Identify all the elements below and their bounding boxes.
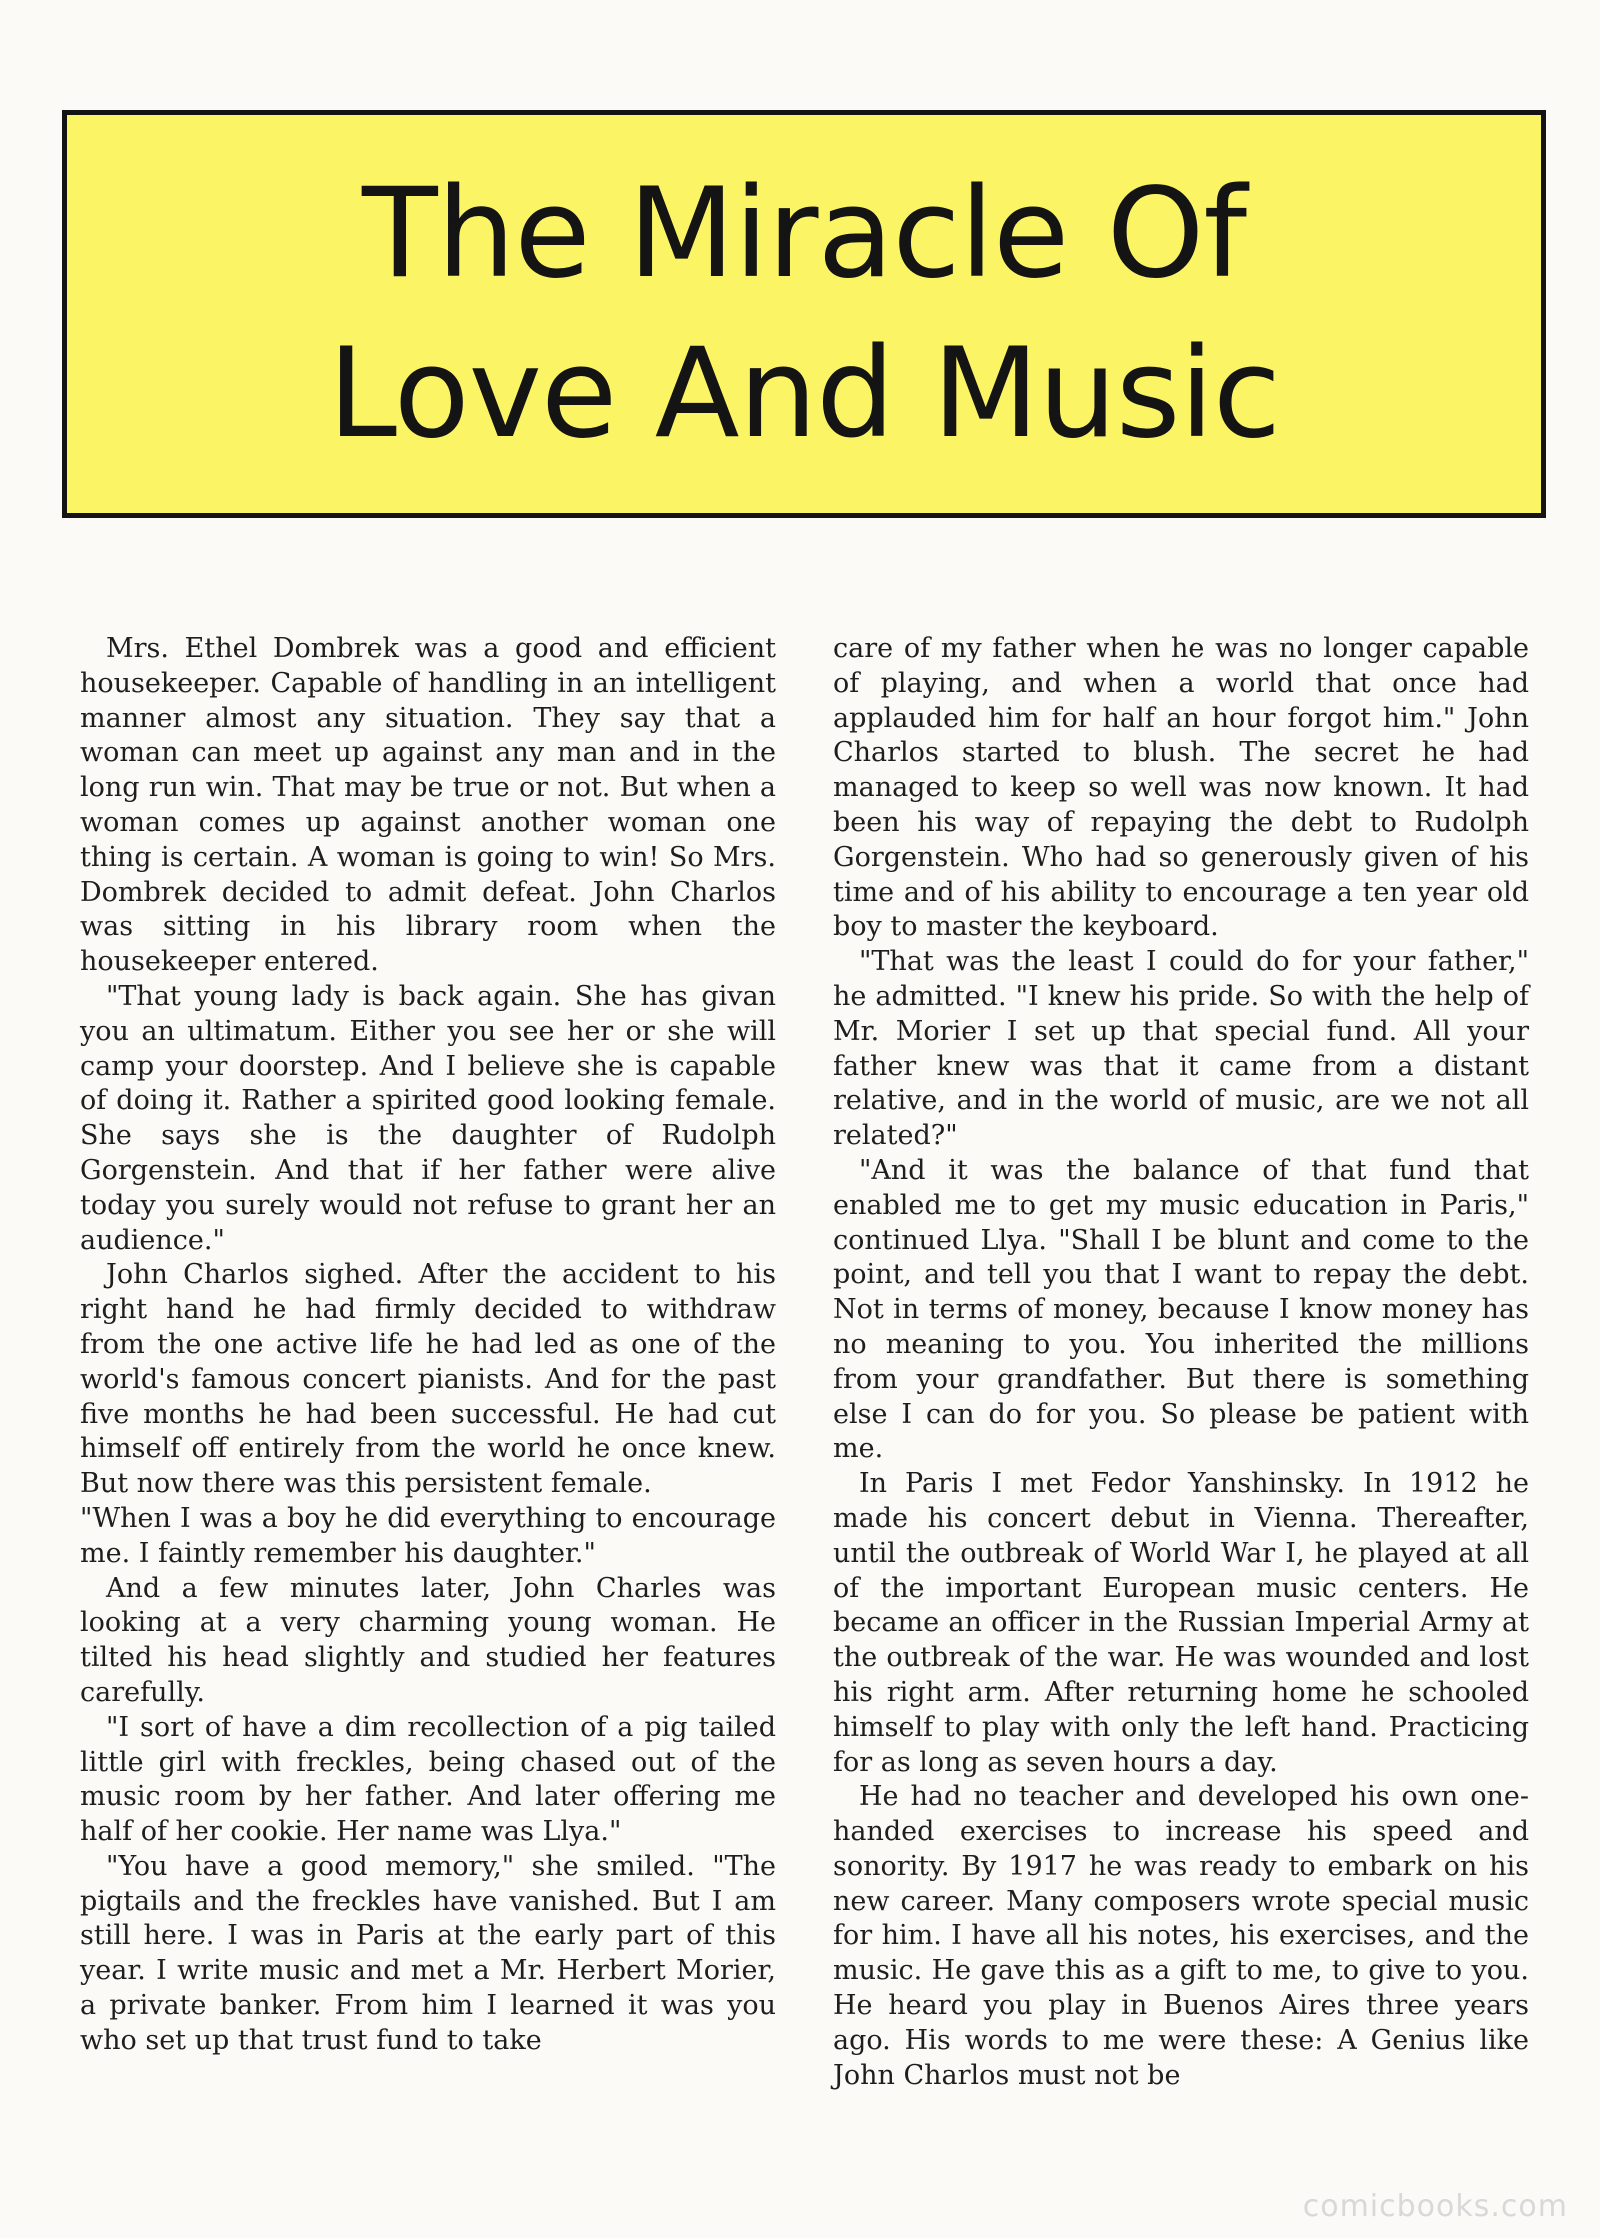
paragraph: He had no teacher and developed his own one-handed exercises to increase his speed and sonority. By 1917 he was ready to embark on his new career. Many composers wrote special music for him. I have all his notes, his exercises, and the music. He gave this as a gift to me, to give to you. He heard you play in Buenos Aires three years ago. His words to me were these: A Genius like John Charlos must not be bbox=[833, 1781, 1529, 2091]
paragraph: "When I was a boy he did everything to encourage me. I faintly remember his daughter." bbox=[80, 1502, 776, 1569]
left-column bbox=[80, 632, 776, 2059]
watermark: comicbooks.com bbox=[1302, 2189, 1568, 2224]
paragraph: "That young lady is back again. She has givan you an ultimatum. Either you see her or she will camp your doorstep. And I believe she is capable of doing it. Rather a spirited good looking female. She says she is the daughter of Rudolph Gorgenstein. And that if her father were alive today you surely would not refuse to grant her an audience." bbox=[80, 980, 776, 1256]
paragraph: And a few minutes later, John Charles was looking at a very charming young woman. He tilted his head slightly and studied her features carefully. bbox=[80, 1572, 776, 1708]
title-line-1: The Miracle Of bbox=[361, 162, 1247, 306]
title-banner bbox=[62, 110, 1546, 518]
paragraph: Mrs. Ethel Dombrek was a good and efficient housekeeper. Capable of handling in an intelligent manner almost any situation. They say that a woman can meet up against any man and in the long run win. That may be true or not. But when a woman comes up against another woman one thing is certain. A woman is going to win! So Mrs. Dombrek decided to admit defeat. John Charlos was sitting in his library room when the housekeeper entered. bbox=[80, 633, 776, 978]
paragraph: John Charlos sighed. After the accident to his right hand he had firmly decided to withdraw from the one active life he had led as one of the world's famous concert pianists. And for the past five months he had been successful. He had cut himself off entirely from the world he once knew. But now there was this persistent female. bbox=[80, 1259, 776, 1500]
paragraph: care of my father when he was no longer capable of playing, and when a world that once had applauded him for half an hour forgot him." John Charlos started to blush. The secret he had managed to keep so well was now known. It had been his way of repaying the debt to Rudolph Gorgenstein. Who had so generously given of his time and of his ability to encourage a ten year old boy to master the keyboard. bbox=[833, 633, 1529, 943]
paragraph: "And it was the balance of that fund that enabled me to get my music education in Paris," continued Llya. "Shall I be blunt and come to the point, and tell you that I want to repay the debt. Not in terms of money, because I know money has no meaning to you. You inherited the millions from your grandfather. But there is something else I can do for you. So please be patient with me. bbox=[833, 1154, 1529, 1465]
paragraph: "That was the least I could do for your father," he admitted. "I knew his pride. So with the help of Mr. Morier I set up that special fund. All your father knew was that it came from a distant relative, and in the world of music, are we not all related?" bbox=[833, 946, 1529, 1152]
paragraph: In Paris I met Fedor Yanshinsky. In 1912 he made his concert debut in Vienna. Thereafter, until the outbreak of World War I, he played at all of the important European music centers. He became an officer in the Russian Imperial Army at the outbreak of the war. He was wounded and lost his right arm. After returning home he schooled himself to play with only the left hand. Practicing for as long as seven hours a day. bbox=[833, 1468, 1529, 1778]
paragraph: "You have a good memory," she smiled. "The pigtails and the freckles have vanished. But I am still here. I was in Paris at the early part of this year. I write music and met a Mr. Herbert Morier, a private banker. From him I learned it was you who set up that trust fund to take bbox=[80, 1850, 776, 2056]
title-line-2: Love And Music bbox=[327, 322, 1281, 466]
right-column bbox=[833, 632, 1529, 2093]
paragraph: "I sort of have a dim recollection of a pig tailed little girl with freckles, being chased out of the music room by her father. And later offering me half of her cookie. Her name was Llya." bbox=[80, 1711, 776, 1848]
